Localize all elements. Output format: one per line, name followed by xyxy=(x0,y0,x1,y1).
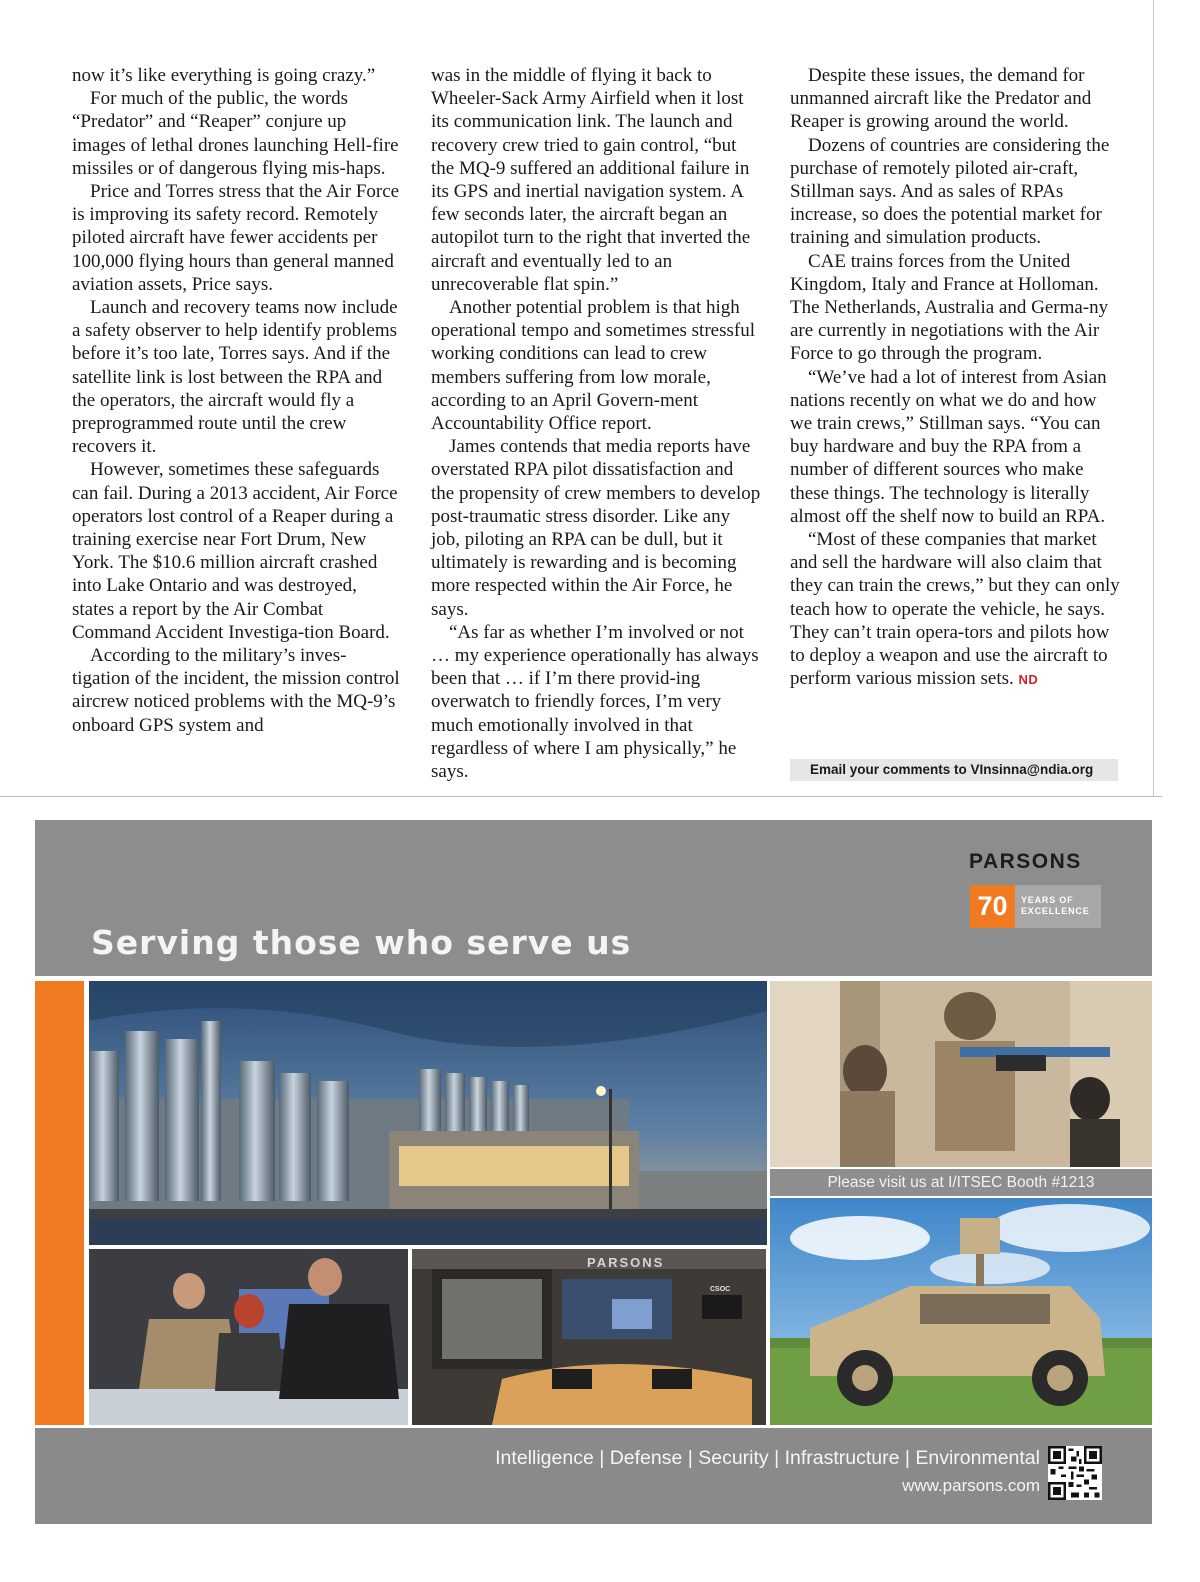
website-link[interactable]: www.parsons.com xyxy=(902,1476,1040,1495)
parsons-logo: PARSONS xyxy=(969,850,1082,873)
page-edge-divider xyxy=(1153,0,1154,796)
ad-footer-band xyxy=(35,1428,1152,1524)
article-column-3 xyxy=(790,64,1120,691)
page-divider xyxy=(0,796,1162,797)
business-sectors: Intelligence | Defense | Security | Infrastructure | Environmental xyxy=(495,1447,1040,1469)
paragraph: Dozens of countries are considering the purchase of remotely piloted air-craft, Stillman says. And as sales of RPAs increase, so does the potential market for training and simulation products. xyxy=(790,134,1110,249)
end-mark: ND xyxy=(1018,672,1039,688)
orange-accent-bar xyxy=(35,981,84,1425)
operations-center-photo xyxy=(412,1249,766,1425)
soldiers-photo xyxy=(770,981,1152,1167)
email-link[interactable]: VInsinna@ndia.org xyxy=(970,762,1094,777)
paragraph: was in the middle of flying it back to Wheeler-Sack Army Airfield when it lost its communication link. The launch and recovery crew tried to gain control, “but the MQ-9 suffered an additional failure in its GPS and inertial navigation system. A few seconds later, the aircraft began an autopilot turn to the right that inverted the aircraft and eventually led to an unrecoverable flat spin.” xyxy=(431,65,751,295)
paragraph: Despite these issues, the demand for unmanned aircraft like the Predator and Reaper is growing around the world. xyxy=(790,65,1092,133)
anniversary-badge xyxy=(970,885,1101,928)
paragraph: “As far as whether I’m involved or not … my experience operationally has always been that … if I’m there provid-ing overwatch to friendly forces, I’m very much emotionally involved in that regardless of where I am physically,” he says. xyxy=(431,621,759,783)
article-column-1 xyxy=(72,64,402,737)
room-sign-text: PARSONS xyxy=(587,1255,665,1270)
industrial-plant-photo xyxy=(89,981,767,1245)
ad-tagline: Serving those who serve us xyxy=(91,923,632,962)
paragraph: “We’ve had a lot of interest from Asian nations recently on what we do and how we train crews,” Stillman says. “You can buy hardware and buy the RPA from a number of different sources who make these things. The technology is literally almost off the shelf now to build an RPA. xyxy=(790,366,1107,527)
paragraph: Launch and recovery teams now include a safety observer to help identify problems before it’s too late, Torres says. And if the satellite link is lost between the RPA and the operators, the aircraft would fly a preprogrammed route until the crew recovers it. xyxy=(72,297,398,458)
paragraph-text: “Most of these companies that market and sell the hardware will also claim that they can train the crews,” but they can only teach how to operate the vehicle, he says. They can’t train opera-tors and pilots how to deploy a weapon and use the aircraft to perform various mission sets. xyxy=(790,529,1120,690)
paragraph: CAE trains forces from the United Kingdom, Italy and France at Holloman. The Netherlands, Australia and Germa-ny are currently in negotiations with the Air Force to go through the program. xyxy=(790,250,1109,365)
paragraph: now it’s like everything is going crazy.” xyxy=(72,65,376,86)
badge-text-line: EXCELLENCE xyxy=(1021,906,1090,916)
article-column-2 xyxy=(431,64,761,783)
qr-code-icon[interactable] xyxy=(1048,1446,1102,1500)
badge-number: 70 xyxy=(970,885,1015,928)
room-label-text: CSOC xyxy=(710,1286,731,1293)
paragraph xyxy=(790,528,1120,691)
humvee-photo xyxy=(770,1198,1152,1425)
booth-visit-banner: Please visit us at I/ITSEC Booth #1213 xyxy=(770,1169,1152,1196)
email-comments-bar xyxy=(790,759,1118,781)
paragraph: For much of the public, the words “Predator” and “Reaper” conjure up images of lethal drones launching Hell-fire missiles or of dangerous flying mis-haps. xyxy=(72,88,399,179)
badge-text xyxy=(1021,895,1101,917)
article xyxy=(72,64,1120,784)
paragraph: However, sometimes these safeguards can fail. During a 2013 accident, Air Force operators lost control of a Reaper during a training exercise near Fort Drum, New York. The $10.6 million aircraft crashed into Lake Ontario and was destroyed, states a report by the Air Combat Command Accident Investiga-tion Board. xyxy=(72,459,398,643)
paragraph: Another potential problem is that high operational tempo and sometimes stressful working conditions can lead to crew members suffering from low morale, according to an April Govern-ment Accountability Office report. xyxy=(431,297,755,435)
ad-header-band xyxy=(35,820,1152,976)
paragraph: Price and Torres stress that the Air Force is improving its safety record. Remotely piloted aircraft have fewer accidents per 100,000 flying hours than general manned aviation assets, Price says. xyxy=(72,181,400,295)
badge-text-line: YEARS OF xyxy=(1021,895,1074,905)
team-meeting-photo xyxy=(89,1249,408,1425)
photo-grid xyxy=(35,976,1152,1428)
email-label: Email your comments to xyxy=(810,762,971,777)
paragraph: James contends that media reports have overstated RPA pilot dissatisfaction and the propensity of crew members to develop post-traumatic stress disorder. Like any job, piloting an RPA can be dull, but it ultimately is rewarding and is becoming more respected within the Air Force, he says. xyxy=(431,436,761,620)
parsons-advertisement[interactable] xyxy=(35,820,1152,1524)
paragraph: According to the military’s inves-tigation of the incident, the mission control aircrew noticed problems with the MQ-9’s onboard GPS system and xyxy=(72,645,400,736)
